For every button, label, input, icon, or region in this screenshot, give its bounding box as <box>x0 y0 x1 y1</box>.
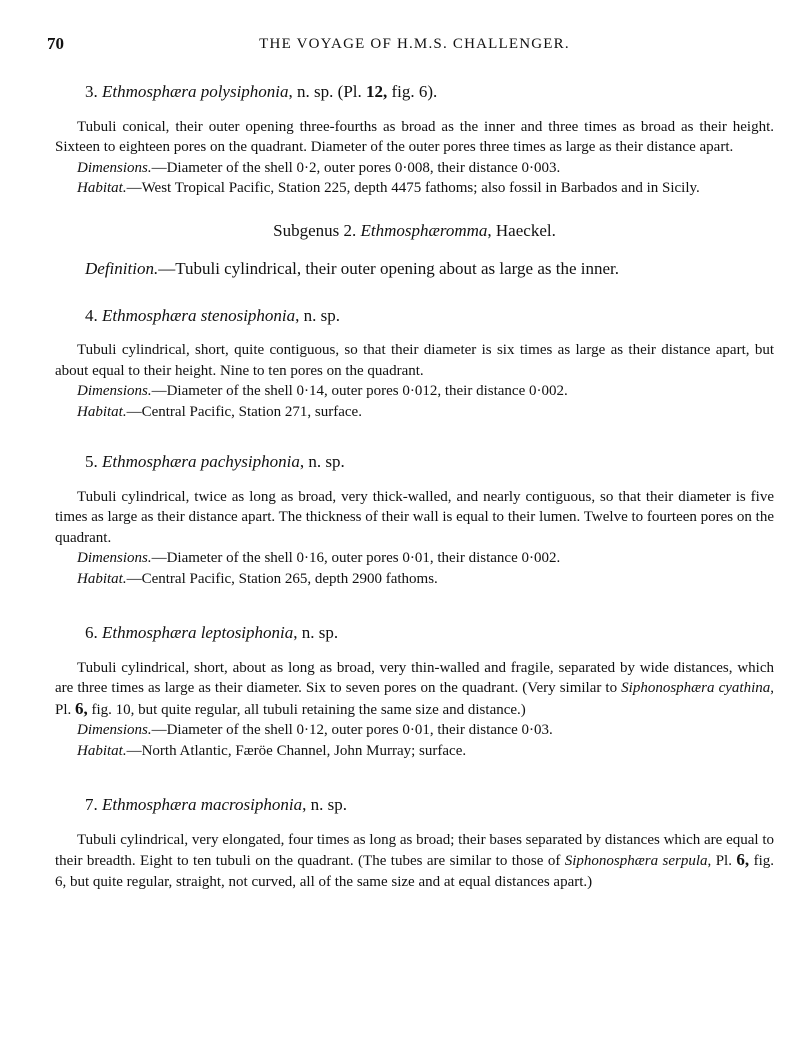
habitat-label: Habitat. <box>77 570 127 587</box>
habitat-label: Habitat. <box>77 180 127 196</box>
dimensions-text: —Diameter of the shell 0·12, outer pores 0·01, their distance 0·03. <box>151 722 553 738</box>
habitat-label: Habitat. <box>77 742 127 759</box>
species-number: 5. <box>85 452 98 471</box>
species-heading <box>85 795 774 816</box>
species-description: Tubuli conical, their outer opening three-fourths as broad as the inner and three times as broad as their height. Sixteen to eighteen pores on the quadrant. Diameter of the outer pores three times as large as their distance apart. <box>55 118 774 155</box>
subgenus-prefix: Subgenus 2. <box>273 220 361 240</box>
species-suffix: , n. sp. <box>302 795 347 814</box>
figure-reference: fig. 6). <box>387 82 438 101</box>
species-name: Ethmosphæra stenosiphonia <box>102 305 296 325</box>
habitat-label: Habitat. <box>77 403 127 420</box>
dimensions-line <box>55 381 774 402</box>
species-heading <box>85 452 774 473</box>
species-heading <box>85 623 774 644</box>
habitat-line <box>55 569 774 590</box>
reference-species-name: Siphonosphæra cyathina <box>621 680 771 696</box>
species-number: 7. <box>85 795 98 814</box>
dimensions-line <box>55 720 774 741</box>
species-description: Tubuli cylindrical, twice as long as broad, very thick-walled, and nearly contiguous, so that their diameter is five times as large as their distance apart. The thickness of their wall is equal to their lumen. Twelve to fourteen pores on the quadrant. <box>55 488 774 546</box>
species-description <box>55 830 774 893</box>
species-name: Ethmosphæra polysiphonia <box>102 82 289 101</box>
habitat-text: —Central Pacific, Station 271, surface. <box>126 403 362 420</box>
reference-plate-number: 6, <box>736 850 750 869</box>
species-name: Ethmosphæra leptosiphonia <box>102 623 294 642</box>
dimensions-line <box>55 548 774 569</box>
species-name: Ethmosphæra macrosiphonia <box>102 795 303 814</box>
habitat-text: —Central Pacific, Station 265, depth 2900 fathoms. <box>126 570 438 587</box>
subgenus-author: , Haeckel. <box>487 220 556 240</box>
dimensions-label: Dimensions. <box>77 550 152 566</box>
description-text: Tubuli cylindrical, very elongated, four times as long as broad; their bases separated by distances which are equal to their breadth. Eight to ten tubuli on the quadrant. (The tubes are similar to those of <box>55 831 774 869</box>
species-section-6 <box>55 623 774 761</box>
species-section-4 <box>55 306 774 423</box>
species-number: 6. <box>85 623 98 642</box>
species-description <box>55 658 774 721</box>
dimensions-text: —Diameter of the shell 0·14, outer pores 0·012, their distance 0·002. <box>151 383 568 399</box>
species-description: Tubuli cylindrical, short, quite contiguous, so that their diameter is six times as large as their distance apart, but about equal to their height. Nine to ten pores on the quadrant. <box>55 342 774 379</box>
habitat-line <box>55 741 774 762</box>
dimensions-label: Dimensions. <box>77 722 152 738</box>
species-section-5 <box>55 452 774 589</box>
species-suffix: , n. sp. <box>299 452 345 471</box>
habitat-text: —West Tropical Pacific, Station 225, depth 4475 fathoms; also fossil in Barbados and in Sicily. <box>126 180 700 196</box>
description-text-continued: fig. 6, but quite regular, straight, not curved, all of the same size and at equal distances apart.) <box>55 853 774 890</box>
reference-plate-number: 6, <box>75 698 88 718</box>
running-title: THE VOYAGE OF H.M.S. CHALLENGER. <box>259 36 570 52</box>
page-header <box>47 34 774 64</box>
species-name: Ethmosphæra pachysiphonia <box>102 452 300 471</box>
reference-plate-prefix: , Pl. <box>707 853 737 869</box>
species-suffix: , n. sp. (Pl. <box>288 82 367 101</box>
dimensions-text: —Diameter of the shell 0·16, outer pores 0·01, their distance 0·002. <box>151 550 561 566</box>
dimensions-label: Dimensions. <box>77 383 152 399</box>
description-text-continued: fig. 10, but quite regular, all tubuli retaining the same size and distance.) <box>87 701 526 718</box>
species-heading <box>85 82 774 103</box>
species-section-7 <box>55 795 774 892</box>
dimensions-line <box>55 158 774 179</box>
species-number: 3. <box>85 82 98 101</box>
dimensions-label: Dimensions. <box>77 159 152 176</box>
reference-plate-prefix: , Pl. <box>55 680 774 718</box>
subgenus-name: Ethmosphæromma <box>360 220 488 240</box>
species-suffix: , n. sp. <box>295 305 341 325</box>
habitat-text: —North Atlantic, Færöe Channel, John Murray; surface. <box>126 742 467 759</box>
definition-text: —Tubuli cylindrical, their outer opening about as large as the inner. <box>158 259 619 278</box>
species-heading <box>85 306 774 327</box>
dimensions-text: —Diameter of the shell 0·2, outer pores 0·008, their distance 0·003. <box>151 159 561 176</box>
page-number: 70 <box>47 34 64 53</box>
reference-species-name: Siphonosphæra serpula <box>564 853 708 869</box>
definition-label: Definition. <box>85 259 159 278</box>
species-suffix: , n. sp. <box>293 623 339 642</box>
habitat-line <box>55 178 774 199</box>
subgenus-heading <box>55 221 774 242</box>
description-text: Tubuli cylindrical, short, about as long as broad, very thin-walled and fragile, separated by wide distances, which are three times as large as their diameter. Six to seven pores on the quadrant. (Very similar to <box>55 659 774 696</box>
plate-number: 12, <box>366 82 388 101</box>
definition-paragraph <box>85 259 774 280</box>
species-section-3 <box>55 82 774 199</box>
species-number: 4. <box>85 305 98 325</box>
habitat-line <box>55 402 774 423</box>
